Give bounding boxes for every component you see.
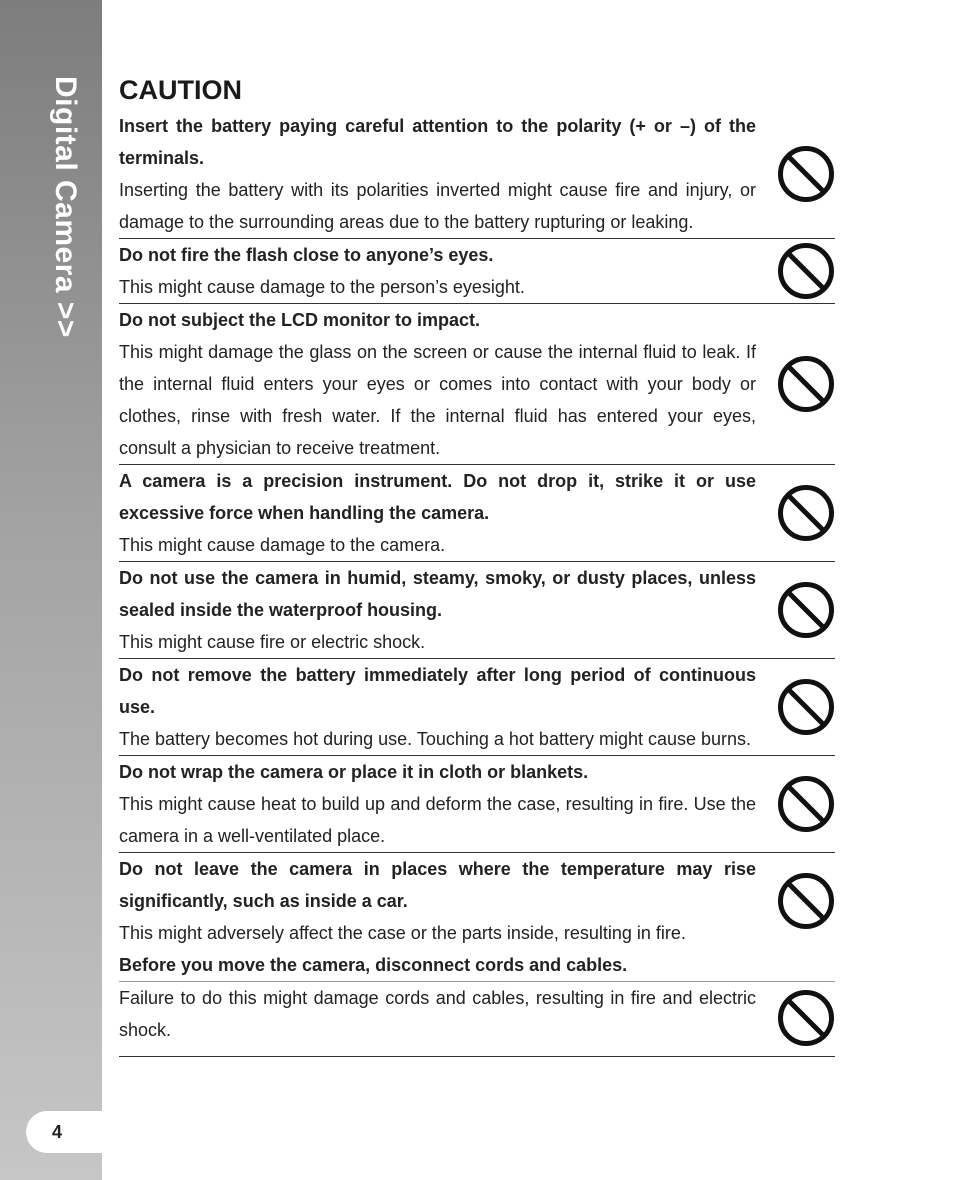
prohibition-icon: [777, 678, 835, 736]
prohibition-icon: [777, 989, 835, 1047]
caution-item-body: This might cause damage to the camera.: [119, 535, 446, 555]
caution-item-flash: [119, 239, 835, 304]
prohibition-icon: [777, 581, 835, 639]
caution-item-humid: [119, 562, 835, 659]
caution-item-title: Do not remove the battery immediately after long period of continuous use.: [119, 665, 756, 717]
caution-item-title: Before you move the camera, disconnect cords and cables.: [119, 949, 835, 982]
page-title: CAUTION: [119, 75, 242, 105]
caution-item-precision: [119, 465, 835, 562]
caution-item-body: This might adversely affect the case or the parts inside, resulting in fire.: [119, 923, 686, 943]
caution-item-cords: [119, 949, 835, 1057]
page-number-badge: [26, 1111, 102, 1153]
caution-item-body: The battery becomes hot during use. Touching a hot battery might cause burns.: [119, 729, 752, 749]
prohibition-icon: [777, 242, 835, 300]
prohibition-icon: [777, 355, 835, 413]
caution-item-battery-polarity: [119, 110, 835, 239]
prohibition-icon: [777, 484, 835, 542]
caution-item-body: This might cause damage to the person’s eyesight.: [119, 277, 525, 297]
prohibition-icon: [777, 872, 835, 930]
caution-item-title: Do not wrap the camera or place it in cloth or blankets.: [119, 762, 589, 782]
caution-item-body: This might damage the glass on the screen or cause the internal fluid to leak. If the internal fluid enters your eyes or comes into contact with your body or clothes, rinse with fresh water. If the internal fluid has entered your eyes, consult a physician to receive treatment.: [119, 342, 756, 458]
caution-section: [119, 72, 835, 1057]
caution-item-temperature: [119, 853, 835, 949]
caution-item-lcd-impact: [119, 304, 835, 465]
caution-item-wrap: [119, 756, 835, 853]
caution-item-body: Failure to do this might damage cords and cables, resulting in fire and electric shock.: [119, 988, 756, 1040]
caution-item-body: This might cause heat to build up and deform the case, resulting in fire. Use the camera in a well-ventilated place.: [119, 794, 756, 846]
caution-item-title: Do not subject the LCD monitor to impact.: [119, 310, 480, 330]
sidebar-title-area: [38, 76, 98, 376]
caution-item-title: Do not use the camera in humid, steamy, smoky, or dusty places, unless sealed inside the waterproof housing.: [119, 568, 756, 620]
caution-item-title: Insert the battery paying careful attention to the polarity (+ or –) of the terminals.: [119, 116, 756, 168]
caution-item-body: This might cause fire or electric shock.: [119, 632, 426, 652]
sidebar-tab: [0, 0, 102, 1180]
caution-item-hot-battery: [119, 659, 835, 756]
page-number: 4: [52, 1122, 63, 1142]
caution-item-title: Do not leave the camera in places where the temperature may rise significantly, such as inside a car.: [119, 859, 756, 911]
caution-item-title: Do not fire the flash close to anyone’s eyes.: [119, 245, 494, 265]
prohibition-icon: [777, 775, 835, 833]
sidebar-title: Digital Camera >>: [49, 76, 82, 338]
caution-item-title: A camera is a precision instrument. Do not drop it, strike it or use excessive force when handling the camera.: [119, 471, 756, 523]
prohibition-icon: [777, 145, 835, 203]
caution-item-body: Inserting the battery with its polarities inverted might cause fire and injury, or damage to the surrounding areas due to the battery rupturing or leaking.: [119, 180, 756, 232]
